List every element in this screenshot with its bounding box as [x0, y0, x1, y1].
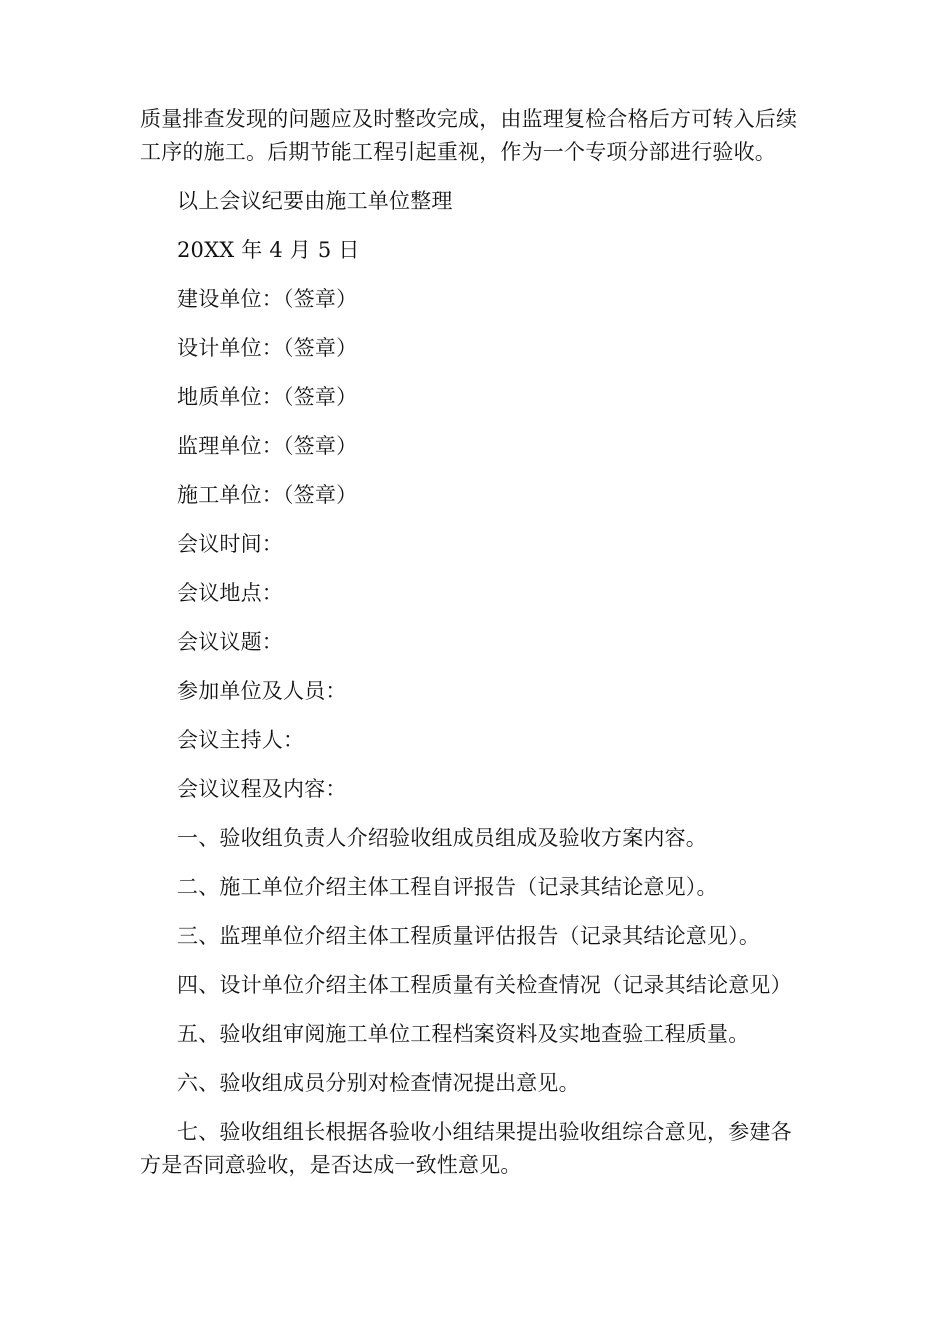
meeting-field: 会议地点： [177, 581, 283, 605]
agenda-item: 七、验收组组长根据各验收小组结果提出验收组综合意见，参建各方是否同意验收，是否达成一致性意见。 [140, 1120, 792, 1177]
continuation-paragraph: 质量排查发现的问题应及时整改完成，由监理复检合格后方可转入后续工序的施工。后期节能工程引起重视，作为一个专项分部进行验收。 [140, 107, 798, 164]
signature-line: 地质单位：（签章） [177, 385, 358, 409]
meeting-field: 参加单位及人员： [177, 679, 347, 703]
agenda-item: 五、验收组审阅施工单位工程档案资料及实地查验工程质量。 [177, 1022, 750, 1046]
meeting-field: 会议主持人： [177, 728, 305, 752]
document-date: 20XX 年 4 月 5 日 [177, 238, 360, 262]
document-body [140, 103, 805, 1198]
signature-line: 监理单位：（签章） [177, 434, 358, 458]
signature-line: 施工单位：（签章） [177, 483, 358, 507]
signature-line: 设计单位：（签章） [177, 336, 358, 360]
meeting-field: 会议议题： [177, 630, 283, 654]
agenda-item: 四、设计单位介绍主体工程质量有关检查情况（记录其结论意见） [177, 973, 792, 997]
agenda-item: 一、验收组负责人介绍验收组成员组成及验收方案内容。 [177, 826, 707, 850]
agenda-item: 三、监理单位介绍主体工程质量评估报告（记录其结论意见）。 [177, 924, 761, 948]
signature-line: 建设单位：（签章） [177, 287, 358, 311]
meeting-field: 会议时间： [177, 532, 283, 556]
meeting-field: 会议议程及内容： [177, 777, 347, 801]
agenda-item: 六、验收组成员分别对检查情况提出意见。 [177, 1071, 580, 1095]
agenda-item: 二、施工单位介绍主体工程自评报告（记录其结论意见）。 [177, 875, 718, 899]
organizer-note: 以上会议纪要由施工单位整理 [177, 189, 453, 213]
